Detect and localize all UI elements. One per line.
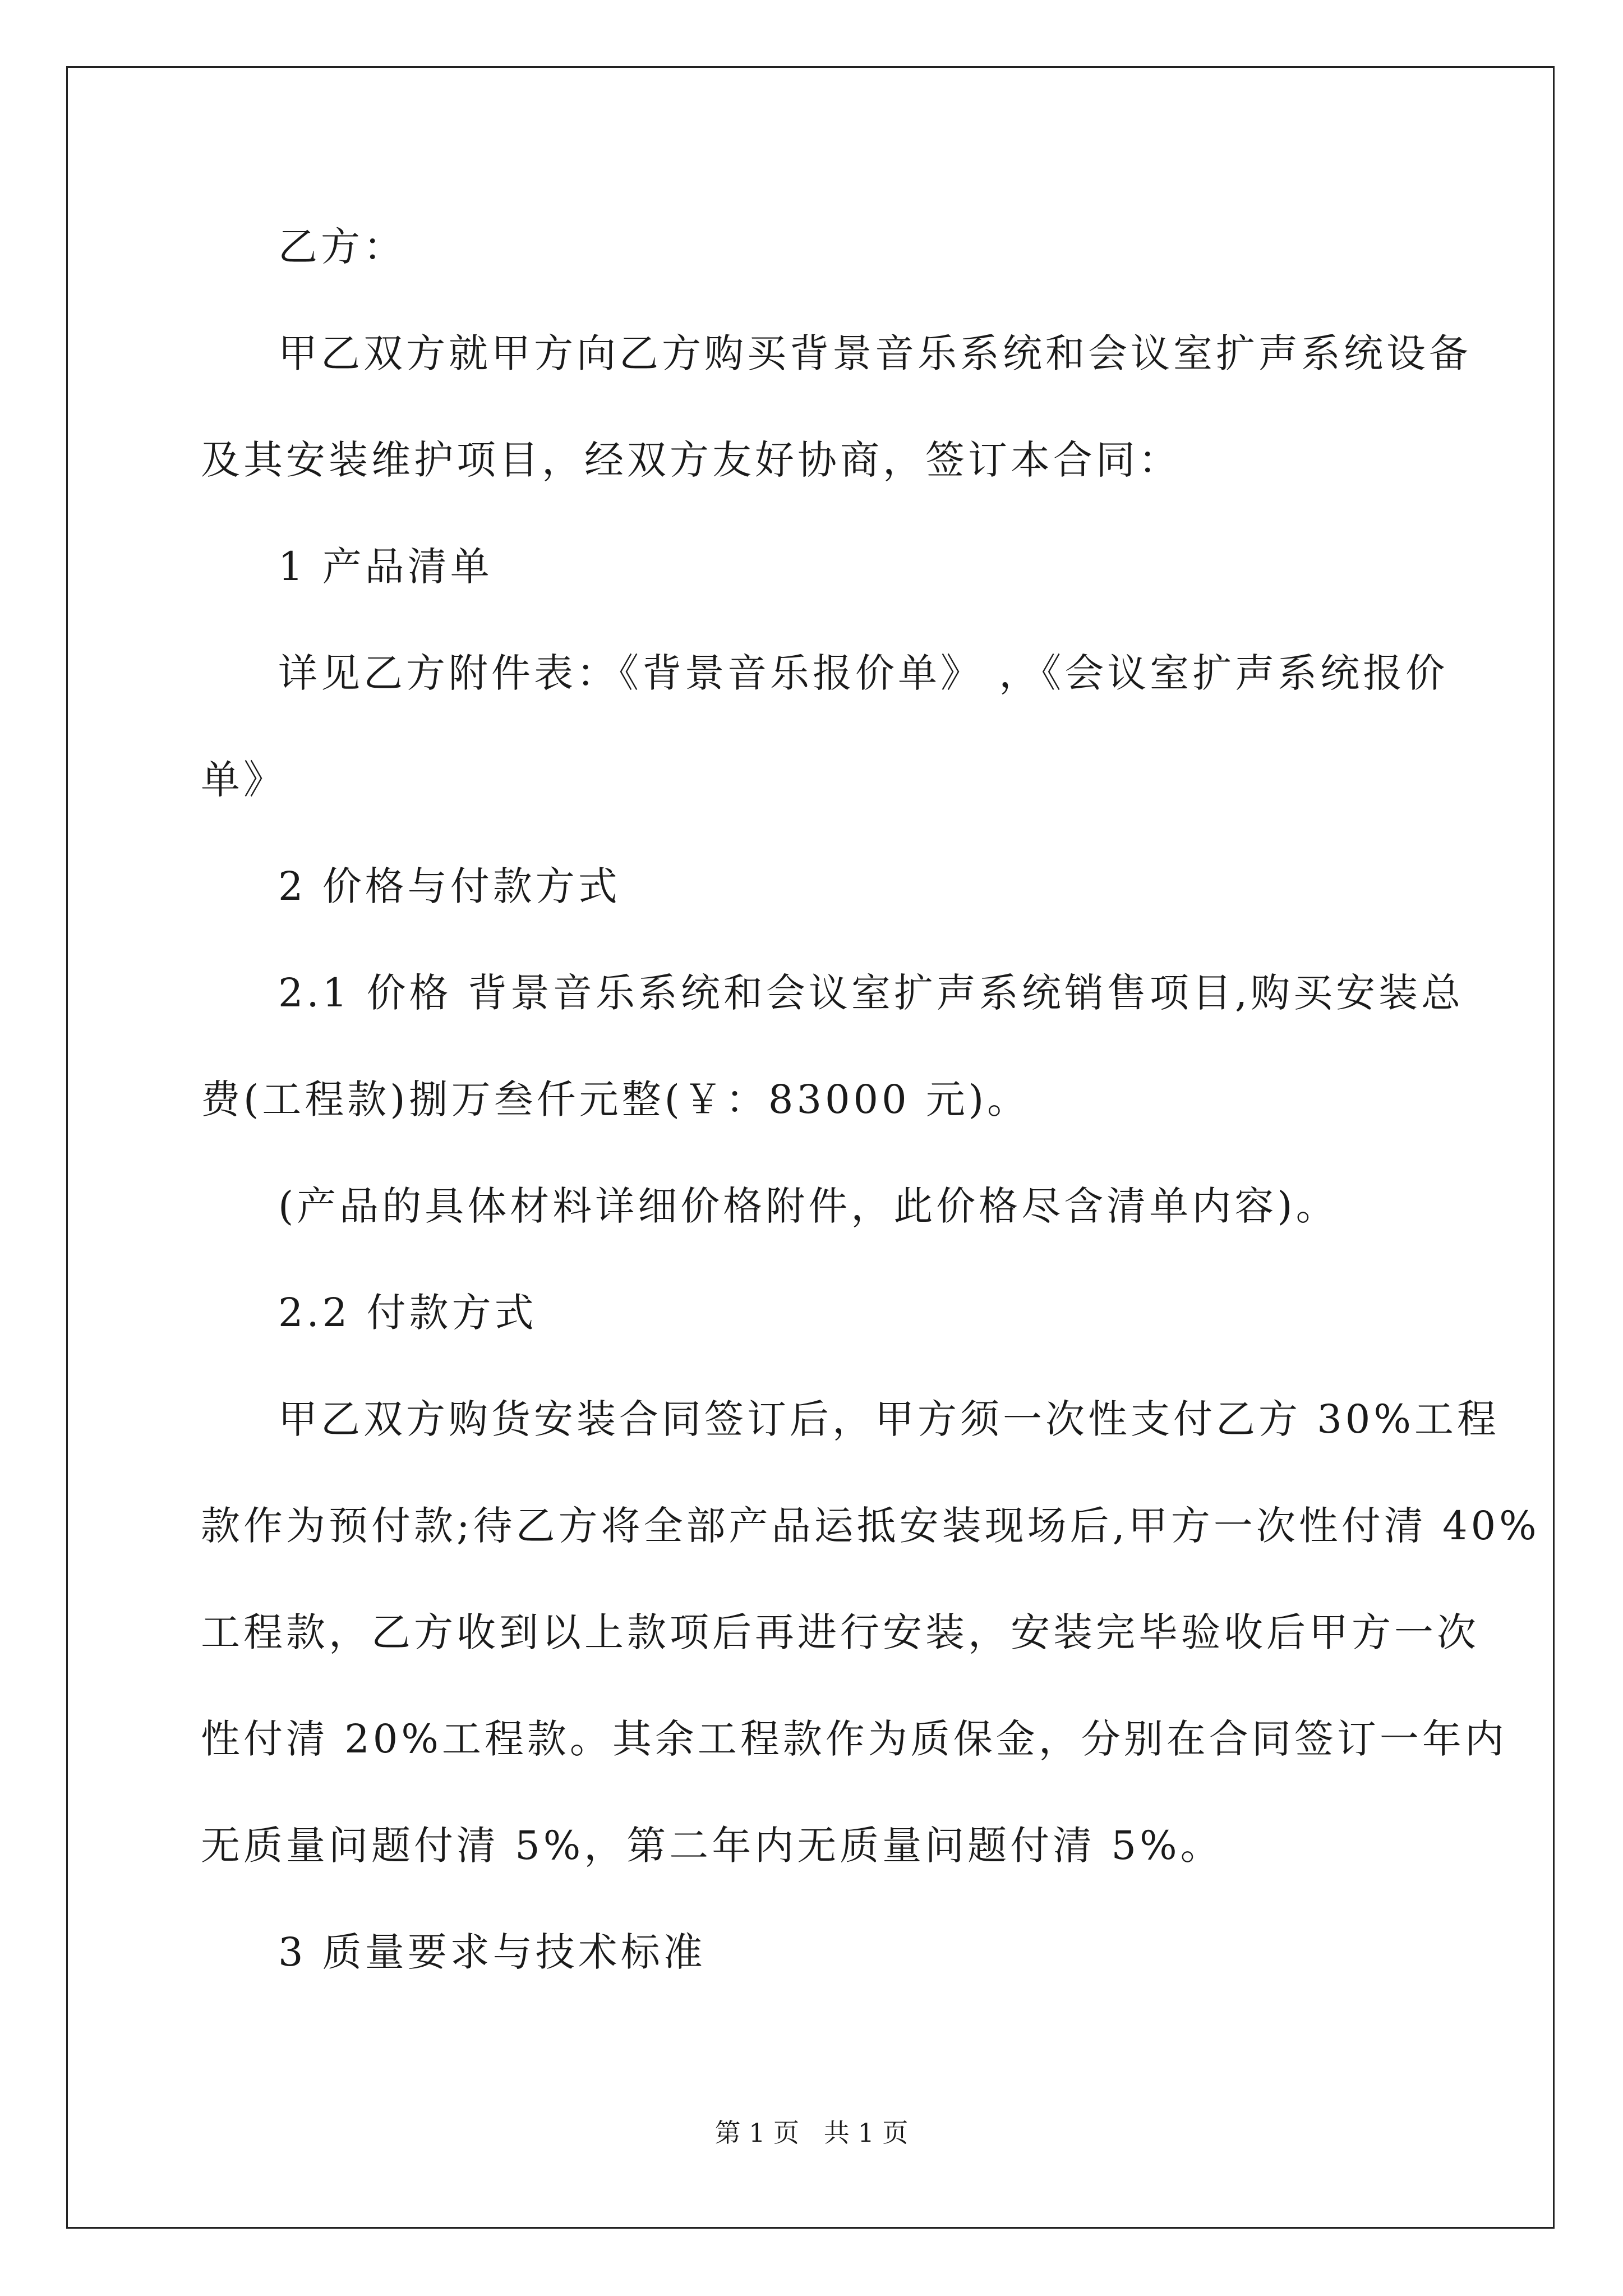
page-border — [66, 66, 1555, 2229]
section-2-heading: 2 价格与付款方式 — [278, 863, 621, 909]
payment-text-4: 性付清 20%工程款。其余工程款作为质保金，分别在合同签订一年内 — [201, 1716, 1507, 1762]
intro-paragraph-1: 甲乙双方就甲方向乙方购买背景音乐系统和会议室扩声系统设备 — [278, 330, 1472, 376]
product-list-text-2: 单》 — [201, 757, 286, 803]
section-2-2-heading: 2.2 付款方式 — [278, 1290, 537, 1336]
section-3-heading: 3 质量要求与技术标准 — [278, 1929, 706, 1975]
page-number-footer: 第 1 页 共 1 页 — [714, 2118, 909, 2148]
payment-text-2: 款作为预付款;待乙方将全部产品运抵安装现场后,甲方一次性付清 40% — [201, 1503, 1540, 1549]
intro-paragraph-2: 及其安装维护项目，经双方友好协商，签订本合同： — [201, 437, 1181, 483]
payment-text-1: 甲乙双方购货安装合同签订后，甲方须一次性支付乙方 30%工程 — [278, 1396, 1500, 1442]
price-note: (产品的具体材料详细价格附件，此价格尽含清单内容)。 — [278, 1183, 1339, 1229]
price-text-1: 2.1 价格 背景音乐系统和会议室扩声系统销售项目,购买安装总 — [278, 970, 1464, 1016]
product-list-text-1: 详见乙方附件表：《背景音乐报价单》 ，《会议室扩声系统报价 — [278, 650, 1449, 696]
payment-text-3: 工程款，乙方收到以上款项后再进行安装，安装完毕验收后甲方一次 — [201, 1609, 1479, 1655]
section-1-heading: 1 产品清单 — [278, 544, 493, 590]
payment-text-5: 无质量问题付清 5%，第二年内无质量问题付清 5%。 — [201, 1823, 1223, 1869]
price-text-2: 费(工程款)捌万叁仟元整(￥：83000 元)。 — [201, 1076, 1030, 1122]
party-b-label: 乙方： — [278, 224, 406, 270]
